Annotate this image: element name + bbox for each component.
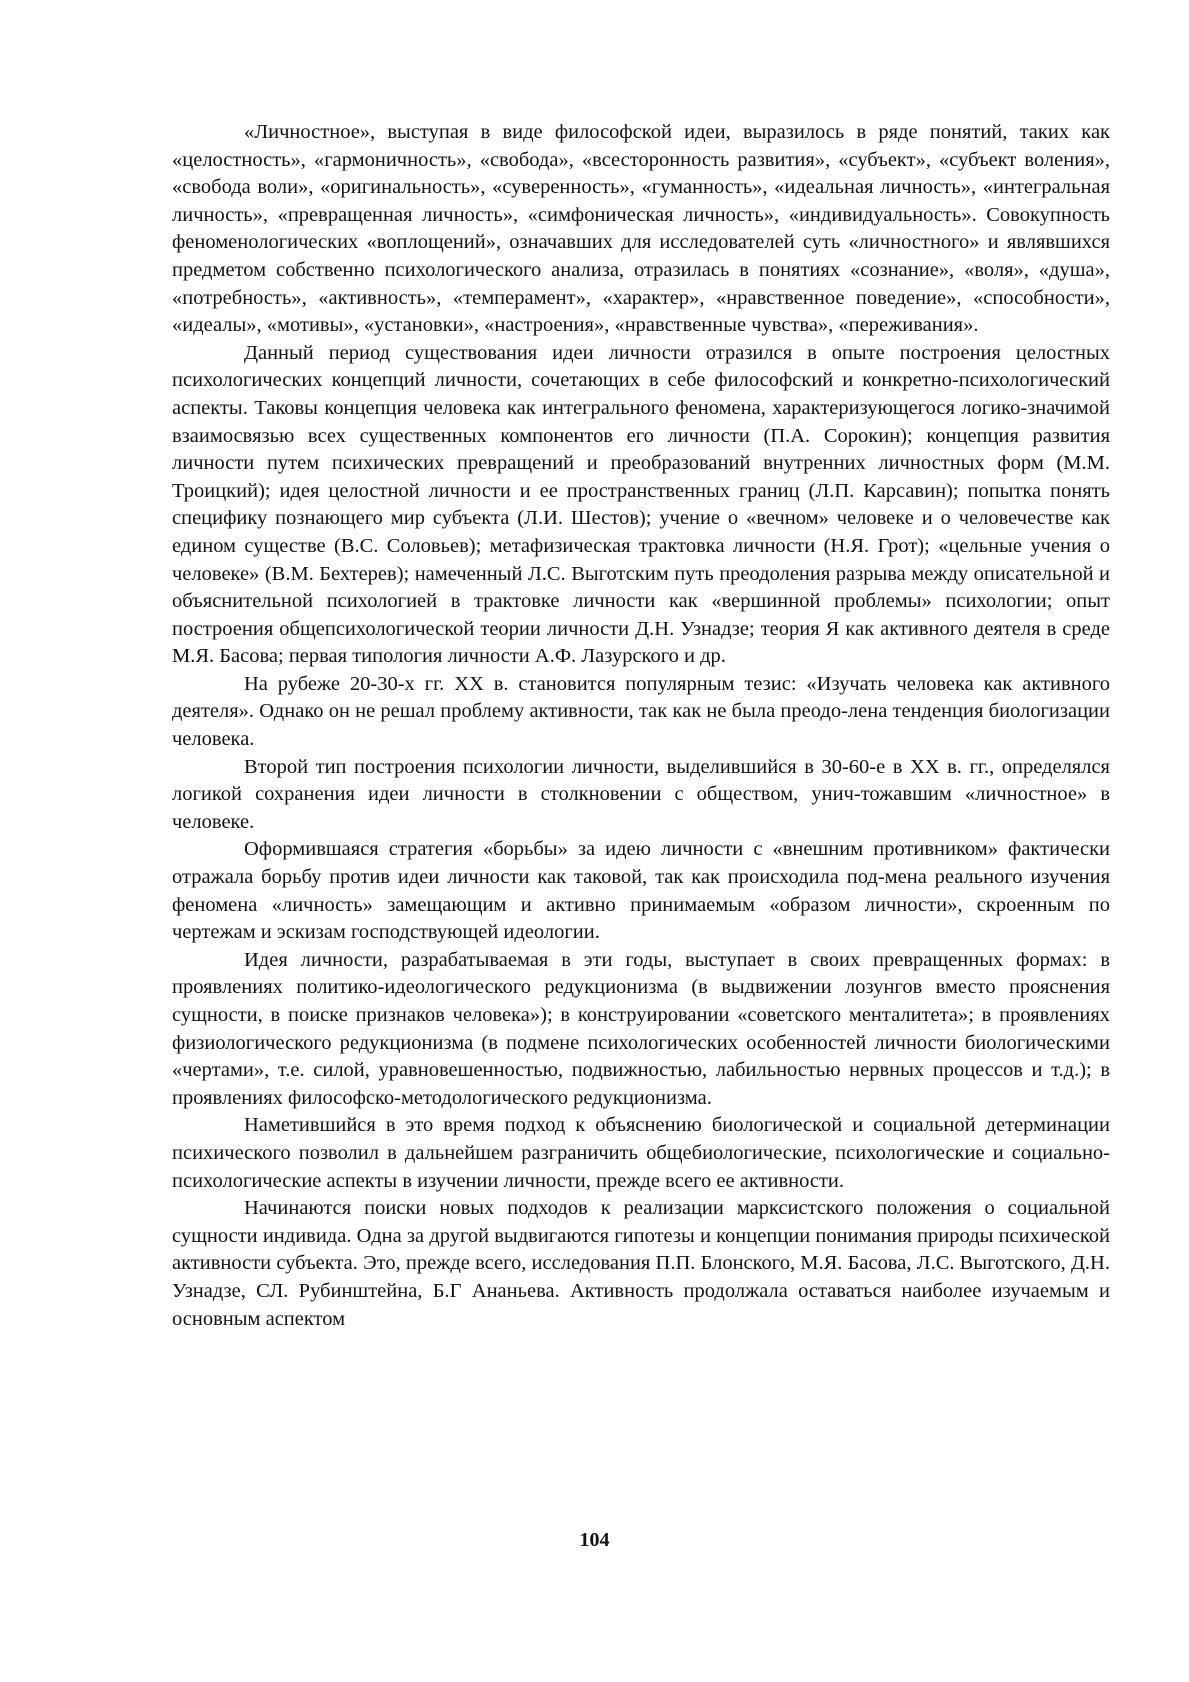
- page-body: [172, 119, 1110, 1333]
- paragraph-3: На рубеже 20-30-х гг. XX в. становится популярным тезис: «Изучать человека как активного деятеля». Однако он не решал проблему активности, так как не была преодо-лена тенденция биологизации человека.: [172, 672, 1110, 751]
- paragraph-2: Данный период существования идеи личности отразился в опыте построения целостных психологических концепций личности, сочетающих в себе философский и конкретно-психологический аспекты. Таковы концепция человека как интегрального феномена, характеризующегося логико-значимой взаимосвязью всех существенных компонентов его личности (П.А. Сорокин); концепция развития личности путем психических превращений и преобразований внутренних личностных форм (М.М. Троицкий); идея целостной личности и ее пространственных границ (Л.П. Карсавин); попытка понять специфику познающего мир субъекта (Л.И. Шестов); учение о «вечном» человеке и о человечестве как едином существе (В.С. Соловьев); метафизическая трактовка личности (Н.Я. Грот); «цельные учения о человеке» (В.М. Бехтерев); намеченный Л.С. Выготским путь преодоления разрыва между описательной и объяснительной психологией в трактовке личности как «вершинной проблемы» психологии; опыт построения общепсихологической теории личности Д.Н. Узнадзе; теория Я как активного деятеля в среде М.Я. Басова; первая типология личности А.Ф. Лазурского и др.: [172, 341, 1110, 668]
- paragraph-1: «Личностное», выступая в виде философской идеи, выразилось в ряде понятий, таких как «целостность», «гармоничность», «свобода», «всесторонность развития», «субъект», «субъект воления», «свобода воли», «оригинальность», «суверенность», «гуманность», «идеальная личность», «интегральная личность», «превращенная личность», «симфоническая личность», «индивидуальность». Совокупность феноменологических «воплощений», означавших для исследователей суть «личностного» и являвшихся предметом собственно психологического анализа, отразилась в понятиях «сознание», «воля», «душа», «потребность», «активность», «темперамент», «характер», «нравственное поведение», «способности», «идеалы», «мотивы», «установки», «настроения», «нравственные чувства», «переживания».: [172, 121, 1110, 337]
- paragraph-4: Второй тип построения психологии личности, выделившийся в 30-60-е в XX в. гг., определялся логикой сохранения идеи личности в столкновении с обществом, унич-тожавшим «личностное» в человеке.: [172, 755, 1110, 833]
- paragraph-5: Оформившаяся стратегия «борьбы» за идею личности с «внешним противником» фактически отражала борьбу против идеи личности как таковой, так как происходила под-мена реального изучения феномена «личность» замещающим и активно принимаемым «образом личности», скроенным по чертежам и эскизам господствующей идеологии.: [172, 838, 1110, 944]
- paragraph-7: Наметившийся в это время подход к объяснению биологической и социальной детерминации психического позволил в дальнейшем разграничить общебиологические, психологические и социально-психологические аспекты в изучении личности, прежде всего ее активности.: [172, 1114, 1110, 1192]
- page-number: 104: [579, 1529, 610, 1551]
- paragraph-6: Идея личности, разрабатываемая в эти годы, выступает в своих превращенных формах: в проявлениях политико-идеологического редукционизма (в выдвижении лозунгов вместо прояснения сущности, в поиске признаков человека»); в конструировании «советского менталитета»; в проявлениях физиологического редукционизма (в подмене психологических особенностей личности биологическими «чертами», т.е. силой, уравновешенностью, подвижностью, лабильностью нервных процессов и т.д.); в проявлениях философско-методологического редукционизма.: [172, 948, 1110, 1109]
- paragraph-8: Начинаются поиски новых подходов к реализации марксистского положения о социальной сущности индивида. Одна за другой выдвигаются гипотезы и концепции понимания природы психической активности субъекта. Это, прежде всего, исследования П.П. Блонского, М.Я. Басова, Л.С. Выготского, Д.Н. Узнадзе, СЛ. Рубинштейна, Б.Г Ананьева. Активность продолжала оставаться наиболее изучаемым и основным аспектом: [172, 1197, 1110, 1330]
